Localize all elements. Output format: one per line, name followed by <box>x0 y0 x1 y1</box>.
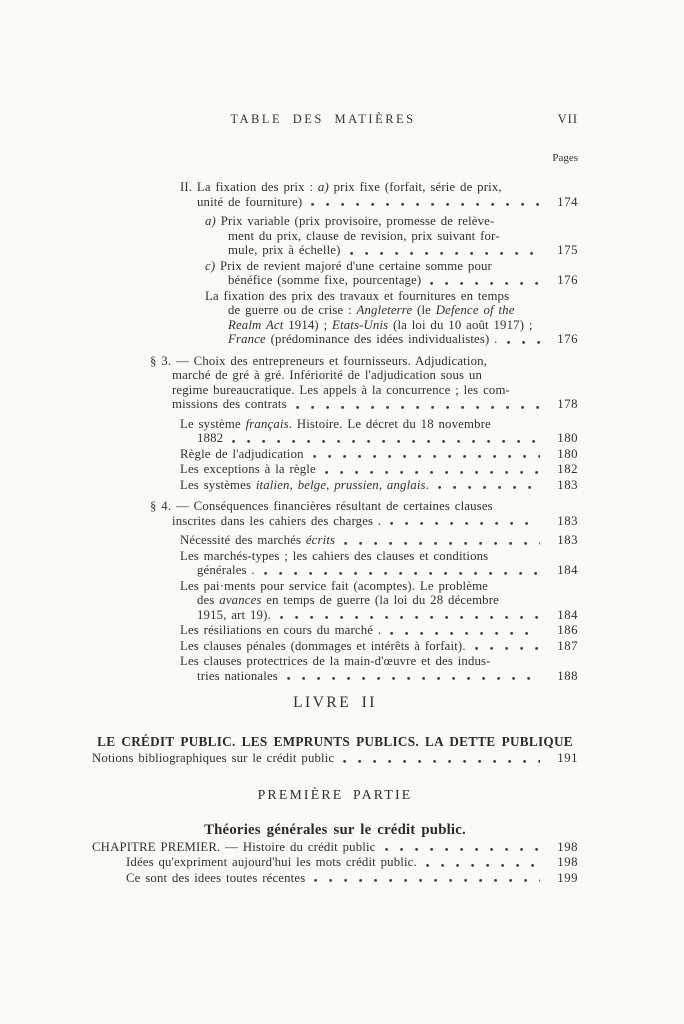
toc-text-italic: italien, belge, prussien, anglais <box>255 477 426 492</box>
toc-line <box>92 608 578 623</box>
toc-line-text <box>92 751 334 766</box>
toc-line-text <box>92 368 482 383</box>
dot-leader <box>426 864 540 867</box>
toc-line <box>92 214 578 229</box>
toc-text-italic: avances <box>219 593 262 607</box>
toc-line-text <box>92 533 335 548</box>
toc-entry <box>92 623 578 638</box>
toc-text-segment: (prédominance des idées individualistes) . <box>265 332 498 346</box>
toc-line <box>92 855 578 870</box>
toc-text-segment: (la loi du 10 août 1917) ; <box>388 317 533 332</box>
toc-line-text <box>92 514 381 529</box>
toc-line <box>92 639 578 654</box>
toc-text-segment: Les systèmes <box>180 477 256 492</box>
toc-line-text <box>92 639 466 654</box>
toc-line <box>92 549 578 564</box>
dot-leader <box>350 252 540 255</box>
toc-line-text <box>92 195 302 210</box>
dot-leader <box>325 471 540 474</box>
toc-text-segment: Les clauses pénales (dommages et intérêts à forfait). <box>180 638 466 653</box>
toc-entry <box>92 855 578 870</box>
toc-text-segment: Règle de l'adjudication <box>180 446 304 461</box>
toc-text-segment: Les marchés-types ; les cahiers des clauses et conditions <box>180 548 489 563</box>
dot-leader <box>507 341 540 344</box>
page-number: 199 <box>557 870 578 885</box>
toc-text-segment: Les pai·ments pour service fait (acomptes). Le problème <box>180 578 488 593</box>
toc-line <box>92 871 578 886</box>
toc-line <box>92 593 578 608</box>
toc-line-text <box>92 289 509 304</box>
heading-premiere-partie: PREMIÈRE PARTIE <box>257 786 413 802</box>
toc-text-segment: § 4. — Conséquences financières résultant de certaines clauses <box>150 499 493 513</box>
dot-leader <box>390 632 540 635</box>
toc-text-segment: II. La fixation des prix : <box>180 180 318 194</box>
page-number: 180 <box>557 446 578 461</box>
toc-entry <box>92 499 578 528</box>
toc-text-segment: unité de fourniture) <box>197 194 303 209</box>
toc-text-italic: Defence of the <box>435 303 515 317</box>
toc-text-segment: La fixation des prix des travaux et fournitures en temps <box>205 288 510 303</box>
toc-line <box>92 229 578 244</box>
page-number: 180 <box>557 431 578 445</box>
page-number: 175 <box>557 243 578 257</box>
toc-line-text <box>92 229 500 244</box>
dot-leader <box>343 760 540 763</box>
toc-line <box>92 259 578 274</box>
dot-leader <box>385 848 540 851</box>
toc-line-text <box>92 447 304 462</box>
toc-line-text <box>92 654 491 669</box>
toc-line-text <box>92 855 417 870</box>
toc-line <box>92 669 578 684</box>
toc-line <box>92 751 578 766</box>
toc-line <box>92 303 578 318</box>
page-number: 184 <box>557 563 578 577</box>
toc-entry <box>92 533 578 548</box>
toc-entry <box>92 549 578 578</box>
page-number: 176 <box>557 332 578 346</box>
toc-text-italic: France <box>228 332 266 346</box>
page-number: 183 <box>557 533 578 547</box>
dot-leader <box>313 455 540 458</box>
dot-leader <box>287 677 540 680</box>
toc-entry <box>92 447 578 462</box>
toc-text-segment: § 3. — Choix des entrepreneurs et fournisseurs. Adjudication, <box>150 353 488 368</box>
toc-text-segment: 1882 <box>197 431 224 445</box>
toc-text-italic: a) <box>205 214 216 228</box>
toc-text-segment: marché de gré à gré. Infériorité de l'adjudication sous un <box>172 368 482 382</box>
toc-line <box>92 563 578 578</box>
toc-line <box>92 180 578 195</box>
heading-theories: Théories générales sur le crédit public. <box>204 821 466 838</box>
toc-text-segment: (le <box>412 303 436 317</box>
page-number: 191 <box>557 751 578 765</box>
toc-line <box>92 462 578 477</box>
pages-column-label: Pages <box>552 152 578 164</box>
toc-line-text <box>92 354 487 369</box>
toc-line-text <box>92 303 515 318</box>
toc-entry <box>92 654 578 683</box>
toc-line <box>92 289 578 304</box>
toc-line-text <box>92 383 510 398</box>
toc-entry <box>92 354 578 412</box>
toc-line <box>92 368 578 383</box>
toc-text-italic: français <box>245 416 289 431</box>
toc-line <box>92 499 578 514</box>
toc-entry <box>92 462 578 477</box>
toc-line-text <box>92 332 498 347</box>
toc-text-segment: bénéfice (somme fixe, pourcentage) <box>228 273 422 287</box>
toc-text-segment: inscrites dans les cahiers des charges . <box>172 513 382 528</box>
toc-text-segment: mule, prix à échelle) <box>228 243 341 257</box>
toc-line-text <box>92 623 381 638</box>
toc-line <box>92 623 578 638</box>
toc-text-segment: générales . <box>197 563 255 577</box>
toc-entry <box>92 840 578 855</box>
dot-leader <box>311 203 540 206</box>
toc-line-text <box>92 840 376 855</box>
toc-line <box>92 354 578 369</box>
dot-leader <box>314 879 540 882</box>
toc-text-segment: Idées qu'expriment aujourd'hui les mots crédit public. <box>126 855 417 869</box>
dot-leader <box>344 542 540 545</box>
toc-line <box>92 243 578 258</box>
page-number: 174 <box>557 194 578 209</box>
toc-entry <box>92 639 578 654</box>
toc-text-segment: des <box>197 593 220 607</box>
toc-line <box>92 579 578 594</box>
toc-line <box>92 195 578 210</box>
toc-text-segment: Nécessité des marchés <box>180 533 306 547</box>
toc-line-text <box>92 593 499 608</box>
toc-lower-block <box>92 840 578 886</box>
toc-text-segment: Les clauses protectrices de la main-d'œuvre et des indus- <box>180 654 491 668</box>
toc-line-text <box>92 563 255 578</box>
toc-text-segment: Notions bibliographiques sur le crédit public <box>92 751 335 765</box>
toc-line-text <box>92 397 287 412</box>
page-number: 186 <box>557 623 578 637</box>
toc-line <box>92 478 578 493</box>
page-number: 178 <box>557 397 578 411</box>
toc-line-text <box>92 243 341 258</box>
heading-credit-public: LE CRÉDIT PUBLIC. LES EMPRUNTS PUBLICS. LA DETTE PUBLIQUE <box>97 734 573 749</box>
dot-leader <box>430 282 540 285</box>
toc-entry <box>92 259 578 288</box>
page-number: 183 <box>557 477 578 492</box>
toc-line <box>92 533 578 548</box>
toc-entry <box>92 871 578 886</box>
toc-text-segment: regime bureaucratique. Les appels à la concurrence ; les com- <box>172 382 510 397</box>
toc-line-text <box>92 478 429 493</box>
dot-leader <box>438 486 540 489</box>
toc-entry <box>92 214 578 258</box>
dot-leader <box>390 522 540 525</box>
dot-leader <box>232 440 540 443</box>
page-number: 188 <box>557 668 578 683</box>
page-number: 182 <box>557 462 578 476</box>
toc-text-segment: Les résiliations en cours du marché . <box>180 623 382 637</box>
toc-text-segment: 1914) ; <box>283 317 333 332</box>
toc-text-italic: a) <box>317 180 329 194</box>
toc-text-segment: ment du prix, clause de revision, prix suivant for- <box>228 228 500 243</box>
toc-line <box>92 431 578 446</box>
toc-notions-block <box>92 751 578 766</box>
toc-line <box>92 273 578 288</box>
toc-text-segment: CHAPITRE PREMIER. — Histoire du crédit public <box>92 839 376 854</box>
toc-line <box>92 447 578 462</box>
toc-line <box>92 514 578 529</box>
heading-livre: LIVRE II <box>293 694 377 711</box>
toc-entry <box>92 579 578 623</box>
toc-line-text <box>92 871 305 886</box>
toc-upper-block <box>92 180 578 683</box>
toc-entry <box>92 751 578 766</box>
toc-line-text <box>92 273 421 288</box>
toc-text-segment: tries nationales <box>197 668 278 683</box>
toc-entry <box>92 478 578 493</box>
toc-entry <box>92 180 578 209</box>
page-number: 184 <box>557 607 578 622</box>
toc-text-segment: Ce sont des idees toutes récentes <box>126 870 306 885</box>
toc-line-text <box>92 669 278 684</box>
toc-text-italic: Realm Act <box>228 317 284 332</box>
dot-leader <box>264 572 540 575</box>
toc-text-segment: . Histoire. Le décret du 18 novembre <box>288 416 491 431</box>
toc-line <box>92 332 578 347</box>
toc-line <box>92 318 578 333</box>
toc-text-italic: Etats-Unis <box>332 317 389 332</box>
toc-text-segment: de guerre ou de crise : <box>228 303 357 317</box>
toc-entry <box>92 417 578 446</box>
dot-leader <box>280 616 540 619</box>
toc-text-segment: missions des contrats <box>172 397 287 411</box>
toc-line <box>92 383 578 398</box>
toc-line-text <box>92 180 502 195</box>
toc-line-text <box>92 579 488 594</box>
page-content <box>92 112 578 885</box>
toc-line-text <box>92 499 493 514</box>
toc-line-text <box>92 431 223 446</box>
toc-line-text <box>92 417 491 432</box>
dot-leader <box>296 406 540 409</box>
page-number: 183 <box>557 513 578 528</box>
page-number: 198 <box>557 839 578 854</box>
toc-text-segment: 1915, art 19). <box>197 607 271 622</box>
toc-line-text <box>92 462 316 477</box>
toc-line-text <box>92 259 492 274</box>
toc-text-segment: prix fixe (forfait, série de prix, <box>328 180 502 194</box>
toc-line-text <box>92 214 494 229</box>
toc-text-italic: écrits <box>305 533 336 547</box>
toc-entry <box>92 289 578 347</box>
folio-number: VII <box>557 112 578 126</box>
toc-text-italic: Angleterre <box>356 303 413 317</box>
toc-line <box>92 397 578 412</box>
toc-text-italic: c) <box>205 258 216 273</box>
page-title: TABLE DES MATIÈRES <box>230 112 416 126</box>
toc-line <box>92 417 578 432</box>
running-head <box>92 112 578 130</box>
toc-line-text <box>92 318 533 333</box>
dot-leader <box>475 647 540 650</box>
toc-line <box>92 654 578 669</box>
page-number: 187 <box>557 638 578 653</box>
toc-text-segment: en temps de guerre (la loi du 28 décembre <box>261 593 499 607</box>
toc-text-segment: Prix de revient majoré d'une certaine somme pour <box>215 258 492 273</box>
toc-line <box>92 840 578 855</box>
toc-text-segment: Le système <box>180 416 246 431</box>
page-number: 198 <box>557 855 578 869</box>
toc-text-segment: . <box>425 477 430 492</box>
toc-line-text <box>92 608 271 623</box>
toc-text-segment: Prix variable (prix provisoire, promesse de relève- <box>215 214 495 228</box>
page-number: 176 <box>557 273 578 287</box>
toc-text-segment: Les exceptions à la règle <box>180 462 316 476</box>
toc-line-text <box>92 549 488 564</box>
